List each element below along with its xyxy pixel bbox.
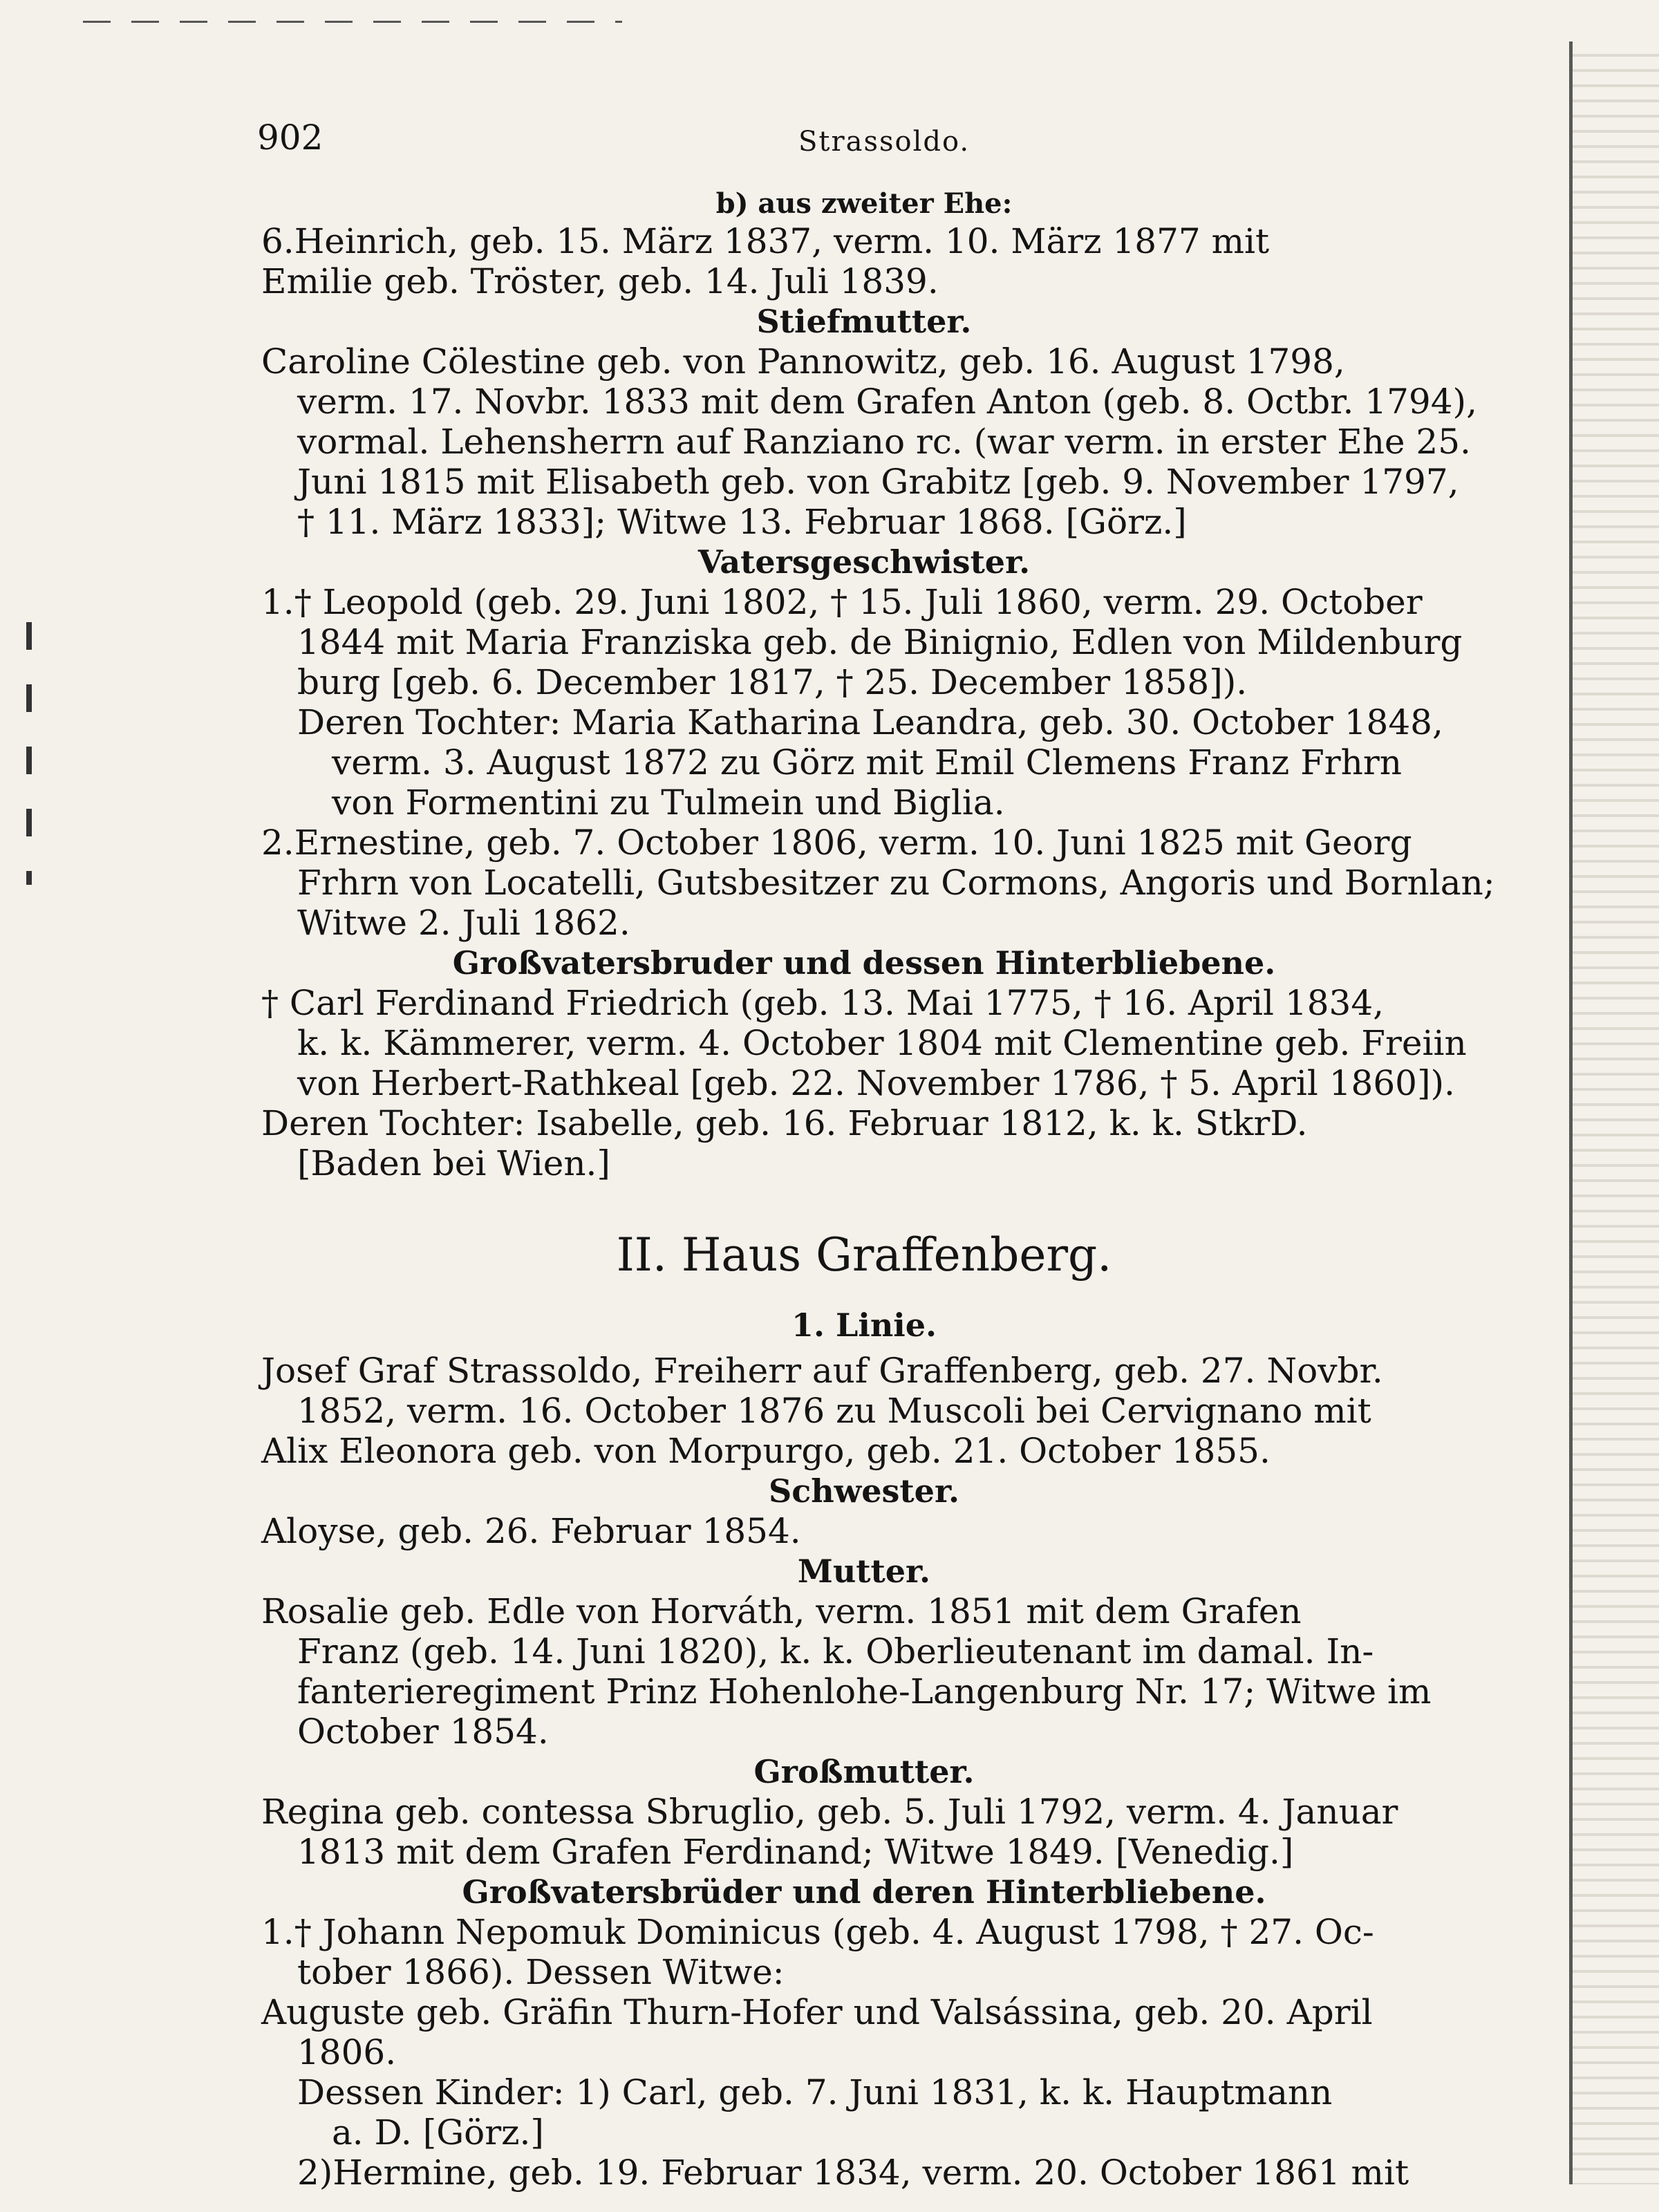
- text-line: von Herbert-Rathkeal [geb. 22. November 1786, † 5. April 1860]).: [297, 1063, 1455, 1103]
- text-line: Juni 1815 mit Elisabeth geb. von Grabitz [geb. 9. November 1797,: [297, 462, 1459, 502]
- text-line: 1.† Leopold (geb. 29. Juni 1802, † 15. Juli 1860, verm. 29. October: [261, 582, 1423, 622]
- section-subheading: Großmutter.: [753, 1753, 975, 1790]
- text-line: von Formentini zu Tulmein und Biglia.: [332, 782, 1005, 823]
- text-line: 6.Heinrich, geb. 15. März 1837, verm. 10. März 1877 mit: [261, 221, 1270, 261]
- adjacent-page-edge: [1569, 41, 1659, 2184]
- text-line: 2.Ernestine, geb. 7. October 1806, verm. 10. Juni 1825 mit Georg: [261, 823, 1412, 863]
- text-line: 1.† Johann Nepomuk Dominicus (geb. 4. August 1798, † 27. Oc-: [261, 1912, 1374, 1952]
- section-subheading: Großvatersbruder und dessen Hinterbliebene.: [452, 944, 1276, 982]
- left-margin-marks: [26, 622, 32, 885]
- text-line: a. D. [Görz.]: [332, 2112, 544, 2153]
- section-subheading: Schwester.: [769, 1472, 959, 1510]
- text-line: Emilie geb. Tröster, geb. 14. Juli 1839.: [261, 261, 939, 301]
- text-line: k. k. Kämmerer, verm. 4. October 1804 mit Clementine geb. Freiin: [297, 1023, 1467, 1063]
- text-line: Regina geb. contessa Sbruglio, geb. 5. Juli 1792, verm. 4. Januar: [261, 1792, 1398, 1832]
- page-number: 902: [257, 118, 324, 158]
- text-line: Franz (geb. 14. Juni 1820), k. k. Oberlieutenant im damal. In-: [297, 1631, 1374, 1671]
- text-line: verm. 17. Novbr. 1833 mit dem Grafen Anton (geb. 8. Octbr. 1794),: [297, 382, 1477, 422]
- text-line: Alix Eleonora geb. von Morpurgo, geb. 21. October 1855.: [261, 1431, 1271, 1471]
- text-line: Auguste geb. Gräfin Thurn-Hofer und Valsássina, geb. 20. April: [261, 1992, 1373, 2032]
- text-line: 1852, verm. 16. October 1876 zu Muscoli bei Cervignano mit: [297, 1391, 1371, 1431]
- text-line: † 11. März 1833]; Witwe 13. Februar 1868. [Görz.]: [297, 502, 1187, 542]
- text-line: Witwe 2. Juli 1862.: [297, 903, 630, 943]
- section-subheading: Vatersgeschwister.: [697, 543, 1031, 581]
- house-heading: II. Haus Graffenberg.: [616, 1228, 1112, 1282]
- text-line: Caroline Cölestine geb. von Pannowitz, geb. 16. August 1798,: [261, 341, 1345, 382]
- text-line: burg [geb. 6. December 1817, † 25. December 1858]).: [297, 662, 1248, 702]
- text-line: fanterieregiment Prinz Hohenlohe-Langenburg Nr. 17; Witwe im: [297, 1671, 1432, 1712]
- text-line: 1844 mit Maria Franziska geb. de Binignio, Edlen von Mildenburg: [297, 622, 1463, 662]
- section-subheading: Stiefmutter.: [756, 303, 972, 340]
- text-line: Rosalie geb. Edle von Horváth, verm. 1851 mit dem Grafen: [261, 1591, 1302, 1631]
- text-line: Aloyse, geb. 26. Februar 1854.: [261, 1511, 801, 1551]
- text-line: verm. 3. August 1872 zu Görz mit Emil Clemens Franz Frhrn: [332, 742, 1402, 782]
- section-subheading: 1. Linie.: [791, 1306, 937, 1344]
- text-line: Dessen Kinder: 1) Carl, geb. 7. Juni 1831, k. k. Hauptmann: [297, 2072, 1333, 2112]
- text-line: Deren Tochter: Isabelle, geb. 16. Februar 1812, k. k. StkrD.: [261, 1103, 1308, 1143]
- section-subheading: Mutter.: [797, 1553, 931, 1590]
- text-line: Josef Graf Strassoldo, Freiherr auf Graffenberg, geb. 27. Novbr.: [261, 1351, 1383, 1391]
- text-line: † Carl Ferdinand Friedrich (geb. 13. Mai 1775, † 16. April 1834,: [261, 983, 1385, 1023]
- text-line: Deren Tochter: Maria Katharina Leandra, geb. 30. October 1848,: [297, 702, 1443, 742]
- section-subheading: b) aus zweiter Ehe:: [715, 187, 1013, 220]
- section-subheading: Großvatersbrüder und deren Hinterbliebene.: [462, 1873, 1266, 1911]
- text-line: [Baden bei Wien.]: [297, 1143, 610, 1183]
- text-line: Frhrn von Locatelli, Gutsbesitzer zu Cormons, Angoris und Bornlan;: [297, 863, 1495, 903]
- text-line: 1806.: [297, 2032, 397, 2072]
- text-line: tober 1866). Dessen Witwe:: [297, 1952, 785, 1992]
- text-line: 1813 mit dem Grafen Ferdinand; Witwe 1849. [Venedig.]: [297, 1832, 1294, 1872]
- text-line: 2)Hermine, geb. 19. Februar 1834, verm. 20. October 1861 mit: [297, 2153, 1409, 2193]
- running-head: Strassoldo.: [798, 126, 971, 158]
- text-line: October 1854.: [297, 1712, 549, 1752]
- text-line: vormal. Lehensherrn auf Ranziano rc. (war verm. in erster Ehe 25.: [297, 422, 1471, 462]
- top-scan-artifact: [83, 21, 622, 23]
